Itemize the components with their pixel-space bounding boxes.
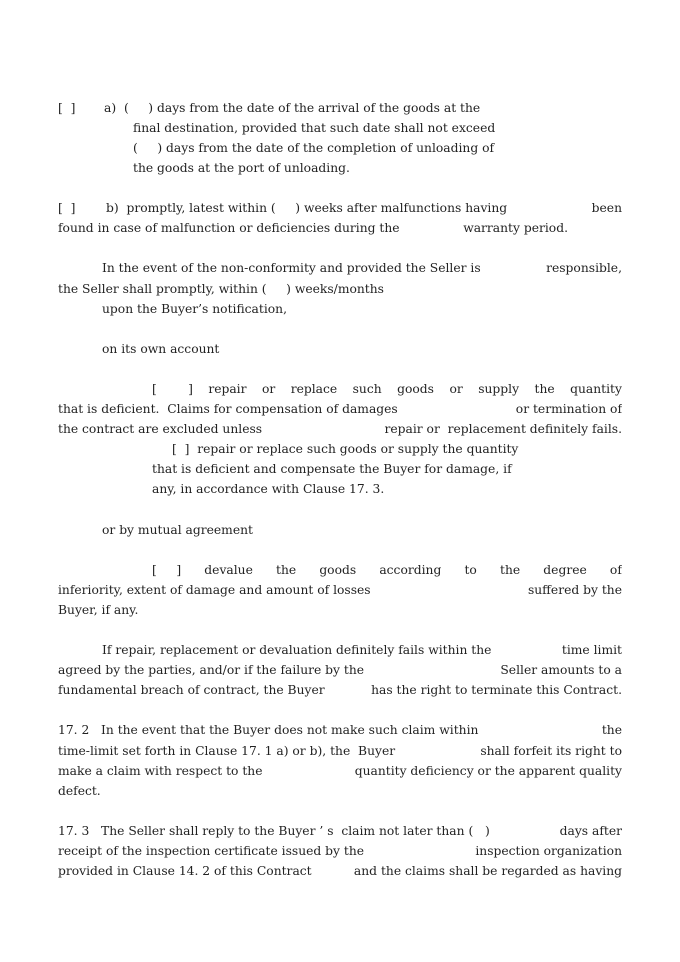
word: such bbox=[352, 382, 382, 396]
text-segment: In the event of the non-conformity and provided the Seller is bbox=[102, 261, 481, 275]
option-devalue-line-1 bbox=[152, 560, 622, 580]
word: repair bbox=[208, 382, 247, 396]
nonconformity-line-1 bbox=[102, 258, 622, 278]
checkbox-bracket: [ ] bbox=[58, 201, 76, 215]
checkbox-bracket: [ ] bbox=[58, 101, 76, 115]
clause-17-3-line-2 bbox=[58, 841, 622, 861]
text-segment: agreed by the parties, and/or if the failure by the bbox=[58, 663, 365, 677]
word: to bbox=[464, 563, 477, 577]
word: or bbox=[449, 382, 463, 396]
failure-line-1 bbox=[102, 640, 622, 660]
text-segment: Seller amounts to a bbox=[500, 663, 622, 677]
option-repair-line-2 bbox=[58, 399, 622, 419]
clause-a-line-1 bbox=[58, 98, 622, 118]
text-segment: receipt of the inspection certificate issued by the bbox=[58, 844, 365, 858]
text-segment: [ ] repair or replace such goods or supply the quantity bbox=[172, 442, 519, 456]
clause-a-line-4 bbox=[133, 158, 622, 178]
text-segment: Buyer, if any. bbox=[58, 603, 139, 617]
text-segment: any, in accordance with Clause 17. 3. bbox=[152, 482, 385, 496]
text-segment: suffered by the bbox=[527, 583, 622, 597]
text-segment: has the right to terminate this Contract. bbox=[371, 683, 622, 697]
text-segment: or by mutual agreement bbox=[102, 523, 253, 537]
text-segment: on its own account bbox=[102, 342, 220, 356]
own-account-heading bbox=[102, 339, 622, 359]
word: goods bbox=[397, 382, 434, 396]
word: the bbox=[276, 563, 297, 577]
text-segment: repair or replacement definitely fails. bbox=[384, 422, 622, 436]
nonconformity-line-3 bbox=[102, 299, 622, 319]
text-segment: time-limit set forth in Clause 17. 1 a) or b), the Buyer bbox=[58, 744, 396, 758]
text-segment: responsible, bbox=[546, 261, 622, 275]
option-devalue-line-2 bbox=[58, 580, 622, 600]
word: degree bbox=[543, 563, 587, 577]
text-segment: the bbox=[601, 723, 622, 737]
option-devalue-line-3 bbox=[58, 600, 622, 620]
text-segment: warranty period. bbox=[463, 221, 568, 235]
text-segment: 17. 2 In the event that the Buyer does not make such claim within bbox=[58, 723, 479, 737]
clause-17-2-line-4 bbox=[58, 781, 622, 801]
word: or bbox=[261, 382, 276, 396]
nonconformity-line-2 bbox=[58, 279, 622, 299]
word: quantity bbox=[570, 382, 622, 396]
text-segment: defect. bbox=[58, 784, 101, 798]
text-segment: quantity deficiency or the apparent quality bbox=[354, 764, 622, 778]
word: the bbox=[534, 382, 555, 396]
word: devalue bbox=[204, 563, 253, 577]
mutual-agreement-heading bbox=[102, 520, 622, 540]
text-segment: inferiority, extent of damage and amount of losses bbox=[58, 583, 371, 597]
text-segment: and the claims shall be regarded as having bbox=[353, 864, 622, 878]
text-segment: 17. 3 The Seller shall reply to the Buyer ’ s claim not later than ( ) bbox=[58, 824, 490, 838]
clause-a-line-2 bbox=[133, 118, 622, 138]
text-segment: inspection organization bbox=[475, 844, 622, 858]
text-segment: If repair, replacement or devaluation definitely fails within the bbox=[102, 643, 492, 657]
clause-a-line-3 bbox=[133, 138, 622, 158]
word: of bbox=[609, 563, 622, 577]
option-repair-line-3 bbox=[58, 419, 622, 439]
clause-17-2-line-3 bbox=[58, 761, 622, 781]
clause-17-2-line-2 bbox=[58, 741, 622, 761]
option-compensate-line-3 bbox=[152, 479, 622, 499]
text-segment: final destination, provided that such date shall not exceed bbox=[133, 121, 496, 135]
failure-line-2 bbox=[58, 660, 622, 680]
text-segment: b) promptly, latest within ( ) weeks after malfunctions having bbox=[106, 201, 508, 215]
text-segment: provided in Clause 14. 2 of this Contract bbox=[58, 864, 312, 878]
text-segment: or termination of bbox=[515, 402, 622, 416]
text-segment: that is deficient and compensate the Buyer for damage, if bbox=[152, 462, 512, 476]
clause-17-2-line-1 bbox=[58, 720, 622, 740]
option-repair-line-1 bbox=[152, 379, 622, 399]
text-segment: a) ( ) days from the date of the arrival of the goods at the bbox=[104, 101, 481, 115]
text-segment: the contract are excluded unless bbox=[58, 422, 263, 436]
clause-b-line-1 bbox=[58, 198, 622, 218]
word: the bbox=[500, 563, 521, 577]
text-segment: ( ) days from the date of the completion of unloading of bbox=[133, 141, 495, 155]
option-compensate-line-1 bbox=[172, 439, 622, 459]
clause-17-3-line-3 bbox=[58, 861, 622, 881]
text-segment: days after bbox=[559, 824, 622, 838]
clause-17-3-line-1 bbox=[58, 821, 622, 841]
checkbox-bracket: [ ] bbox=[152, 563, 182, 577]
word: goods bbox=[319, 563, 357, 577]
text-segment: the Seller shall promptly, within ( ) weeks/months bbox=[58, 282, 384, 296]
text-segment: make a claim with respect to the bbox=[58, 764, 263, 778]
text-segment: fundamental breach of contract, the Buyer bbox=[58, 683, 325, 697]
failure-line-3 bbox=[58, 680, 622, 700]
word: according bbox=[379, 563, 442, 577]
text-segment: upon the Buyer’s notification, bbox=[102, 302, 287, 316]
text-segment: that is deficient. Claims for compensation of damages bbox=[58, 402, 398, 416]
text-segment: been bbox=[591, 201, 622, 215]
word: replace bbox=[290, 382, 338, 396]
text-segment: found in case of malfunction or deficiencies during the bbox=[58, 221, 400, 235]
word: supply bbox=[478, 382, 520, 396]
text-segment: shall forfeit its right to bbox=[480, 744, 622, 758]
text-segment: time limit bbox=[561, 643, 622, 657]
checkbox-bracket: [ ] bbox=[152, 382, 193, 396]
clause-b-line-2 bbox=[58, 218, 568, 238]
option-compensate-line-2 bbox=[152, 459, 622, 479]
text-segment: the goods at the port of unloading. bbox=[133, 161, 350, 175]
